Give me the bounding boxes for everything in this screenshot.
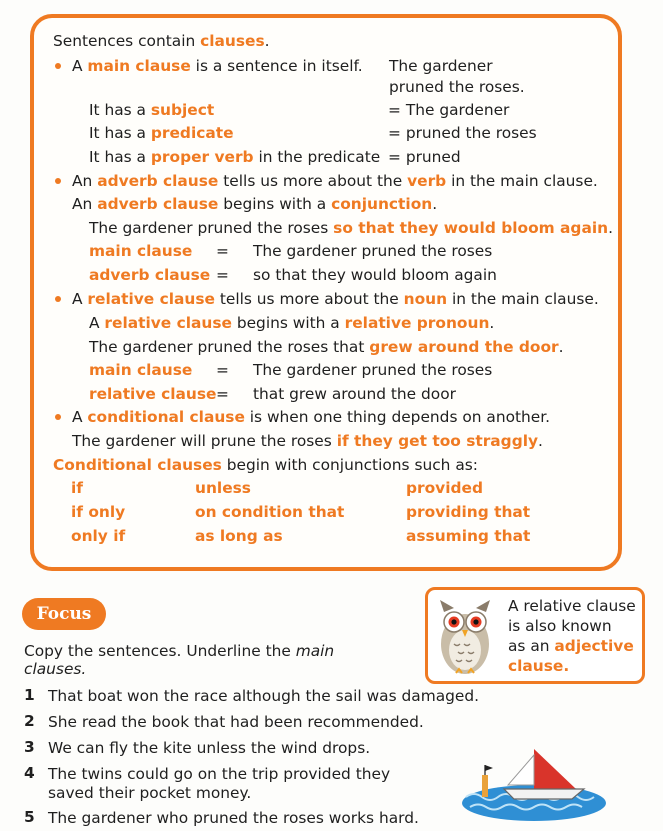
- question-number: 2: [24, 712, 35, 730]
- question-number: 5: [24, 808, 35, 826]
- conditional-clause-example: The gardener will prune the roses if they get too straggly.: [72, 432, 543, 450]
- conjunction: providing that: [406, 503, 531, 521]
- focus-instruction: Copy the sentences. Underline the main: [24, 642, 335, 660]
- bullet-icon: [55, 63, 61, 69]
- intro-line: Sentences contain clauses.: [53, 32, 270, 50]
- question-number: 4: [24, 764, 35, 782]
- conditional-clause-definition: A conditional clause is when one thing depends on another.: [72, 408, 551, 426]
- conjunction: if only: [71, 503, 126, 521]
- adverb-clause-label: adverb clause: [89, 266, 211, 284]
- tip-line-2: is also known: [508, 617, 612, 635]
- question-number: 1: [24, 686, 35, 704]
- relative-clause-eq: =: [216, 385, 229, 403]
- conjunction: assuming that: [406, 527, 531, 545]
- relative-clause-definition: A relative clause tells us more about the noun in the main clause.: [72, 290, 599, 308]
- question-text: The twins could go on the trip provided they: [48, 765, 391, 783]
- question-text: The gardener who pruned the roses works hard.: [48, 809, 419, 827]
- question-text: She read the book that had been recommended.: [48, 713, 424, 731]
- conjunction: on condition that: [195, 503, 345, 521]
- relative-main-eq: =: [216, 361, 229, 379]
- main-clause-example-1: The gardener: [389, 57, 493, 75]
- focus-instruction-line2: clauses.: [24, 660, 87, 678]
- owl-icon: [434, 598, 496, 676]
- adverb-clause-example: The gardener pruned the roses so that they would bloom again.: [89, 219, 613, 237]
- adverb-main-value: The gardener pruned the roses: [253, 242, 493, 260]
- relative-main-label: main clause: [89, 361, 193, 379]
- conjunction: as long as: [195, 527, 283, 545]
- adverb-clause-definition: An adverb clause tells us more about the verb in the main clause.: [72, 172, 598, 190]
- main-clause-example-2: pruned the roses.: [389, 78, 525, 96]
- proper-verb-row: It has a proper verb in the predicate: [89, 148, 381, 166]
- question-text: That boat won the race although the sail was damaged.: [48, 687, 480, 705]
- question-number: 3: [24, 738, 35, 756]
- main-clause-definition: A main clause is a sentence in itself.: [72, 57, 363, 75]
- relative-clause-begins: A relative clause begins with a relative pronoun.: [89, 314, 495, 332]
- bullet-icon: [55, 296, 61, 302]
- tip-line-1: A relative clause: [508, 597, 636, 615]
- subject-row: It has a subject: [89, 101, 215, 119]
- conjunction: unless: [195, 479, 251, 497]
- predicate-eq: = pruned the roses: [388, 124, 537, 142]
- adverb-clause-begins: An adverb clause begins with a conjunction.: [72, 195, 438, 213]
- relative-main-value: The gardener pruned the roses: [253, 361, 493, 379]
- tip-box: [425, 587, 645, 684]
- question-text: We can fly the kite unless the wind drops.: [48, 739, 371, 757]
- question-text-continued: saved their pocket money.: [48, 784, 252, 802]
- bullet-icon: [55, 414, 61, 420]
- relative-clause-example: The gardener pruned the roses that grew around the door.: [89, 338, 564, 356]
- bullet-icon: [55, 178, 61, 184]
- tip-line-4: clause.: [508, 657, 570, 675]
- predicate-row: It has a predicate: [89, 124, 234, 142]
- adverb-main-label: main clause: [89, 242, 193, 260]
- sailboat-illustration: [460, 745, 608, 823]
- relative-clause-value: that grew around the door: [253, 385, 456, 403]
- conditional-intro: Conditional clauses begin with conjunctions such as:: [53, 456, 478, 474]
- adverb-clause-eq: =: [216, 266, 229, 284]
- conjunction: if: [71, 479, 83, 497]
- focus-badge: Focus: [22, 598, 106, 630]
- tip-line-3: as an adjective: [508, 637, 634, 655]
- adverb-clause-value: so that they would bloom again: [253, 266, 497, 284]
- adverb-main-eq: =: [216, 242, 229, 260]
- subject-eq: = The gardener: [388, 101, 510, 119]
- conjunction: only if: [71, 527, 126, 545]
- relative-clause-label: relative clause: [89, 385, 217, 403]
- conjunction: provided: [406, 479, 483, 497]
- proper-verb-eq: = pruned: [388, 148, 461, 166]
